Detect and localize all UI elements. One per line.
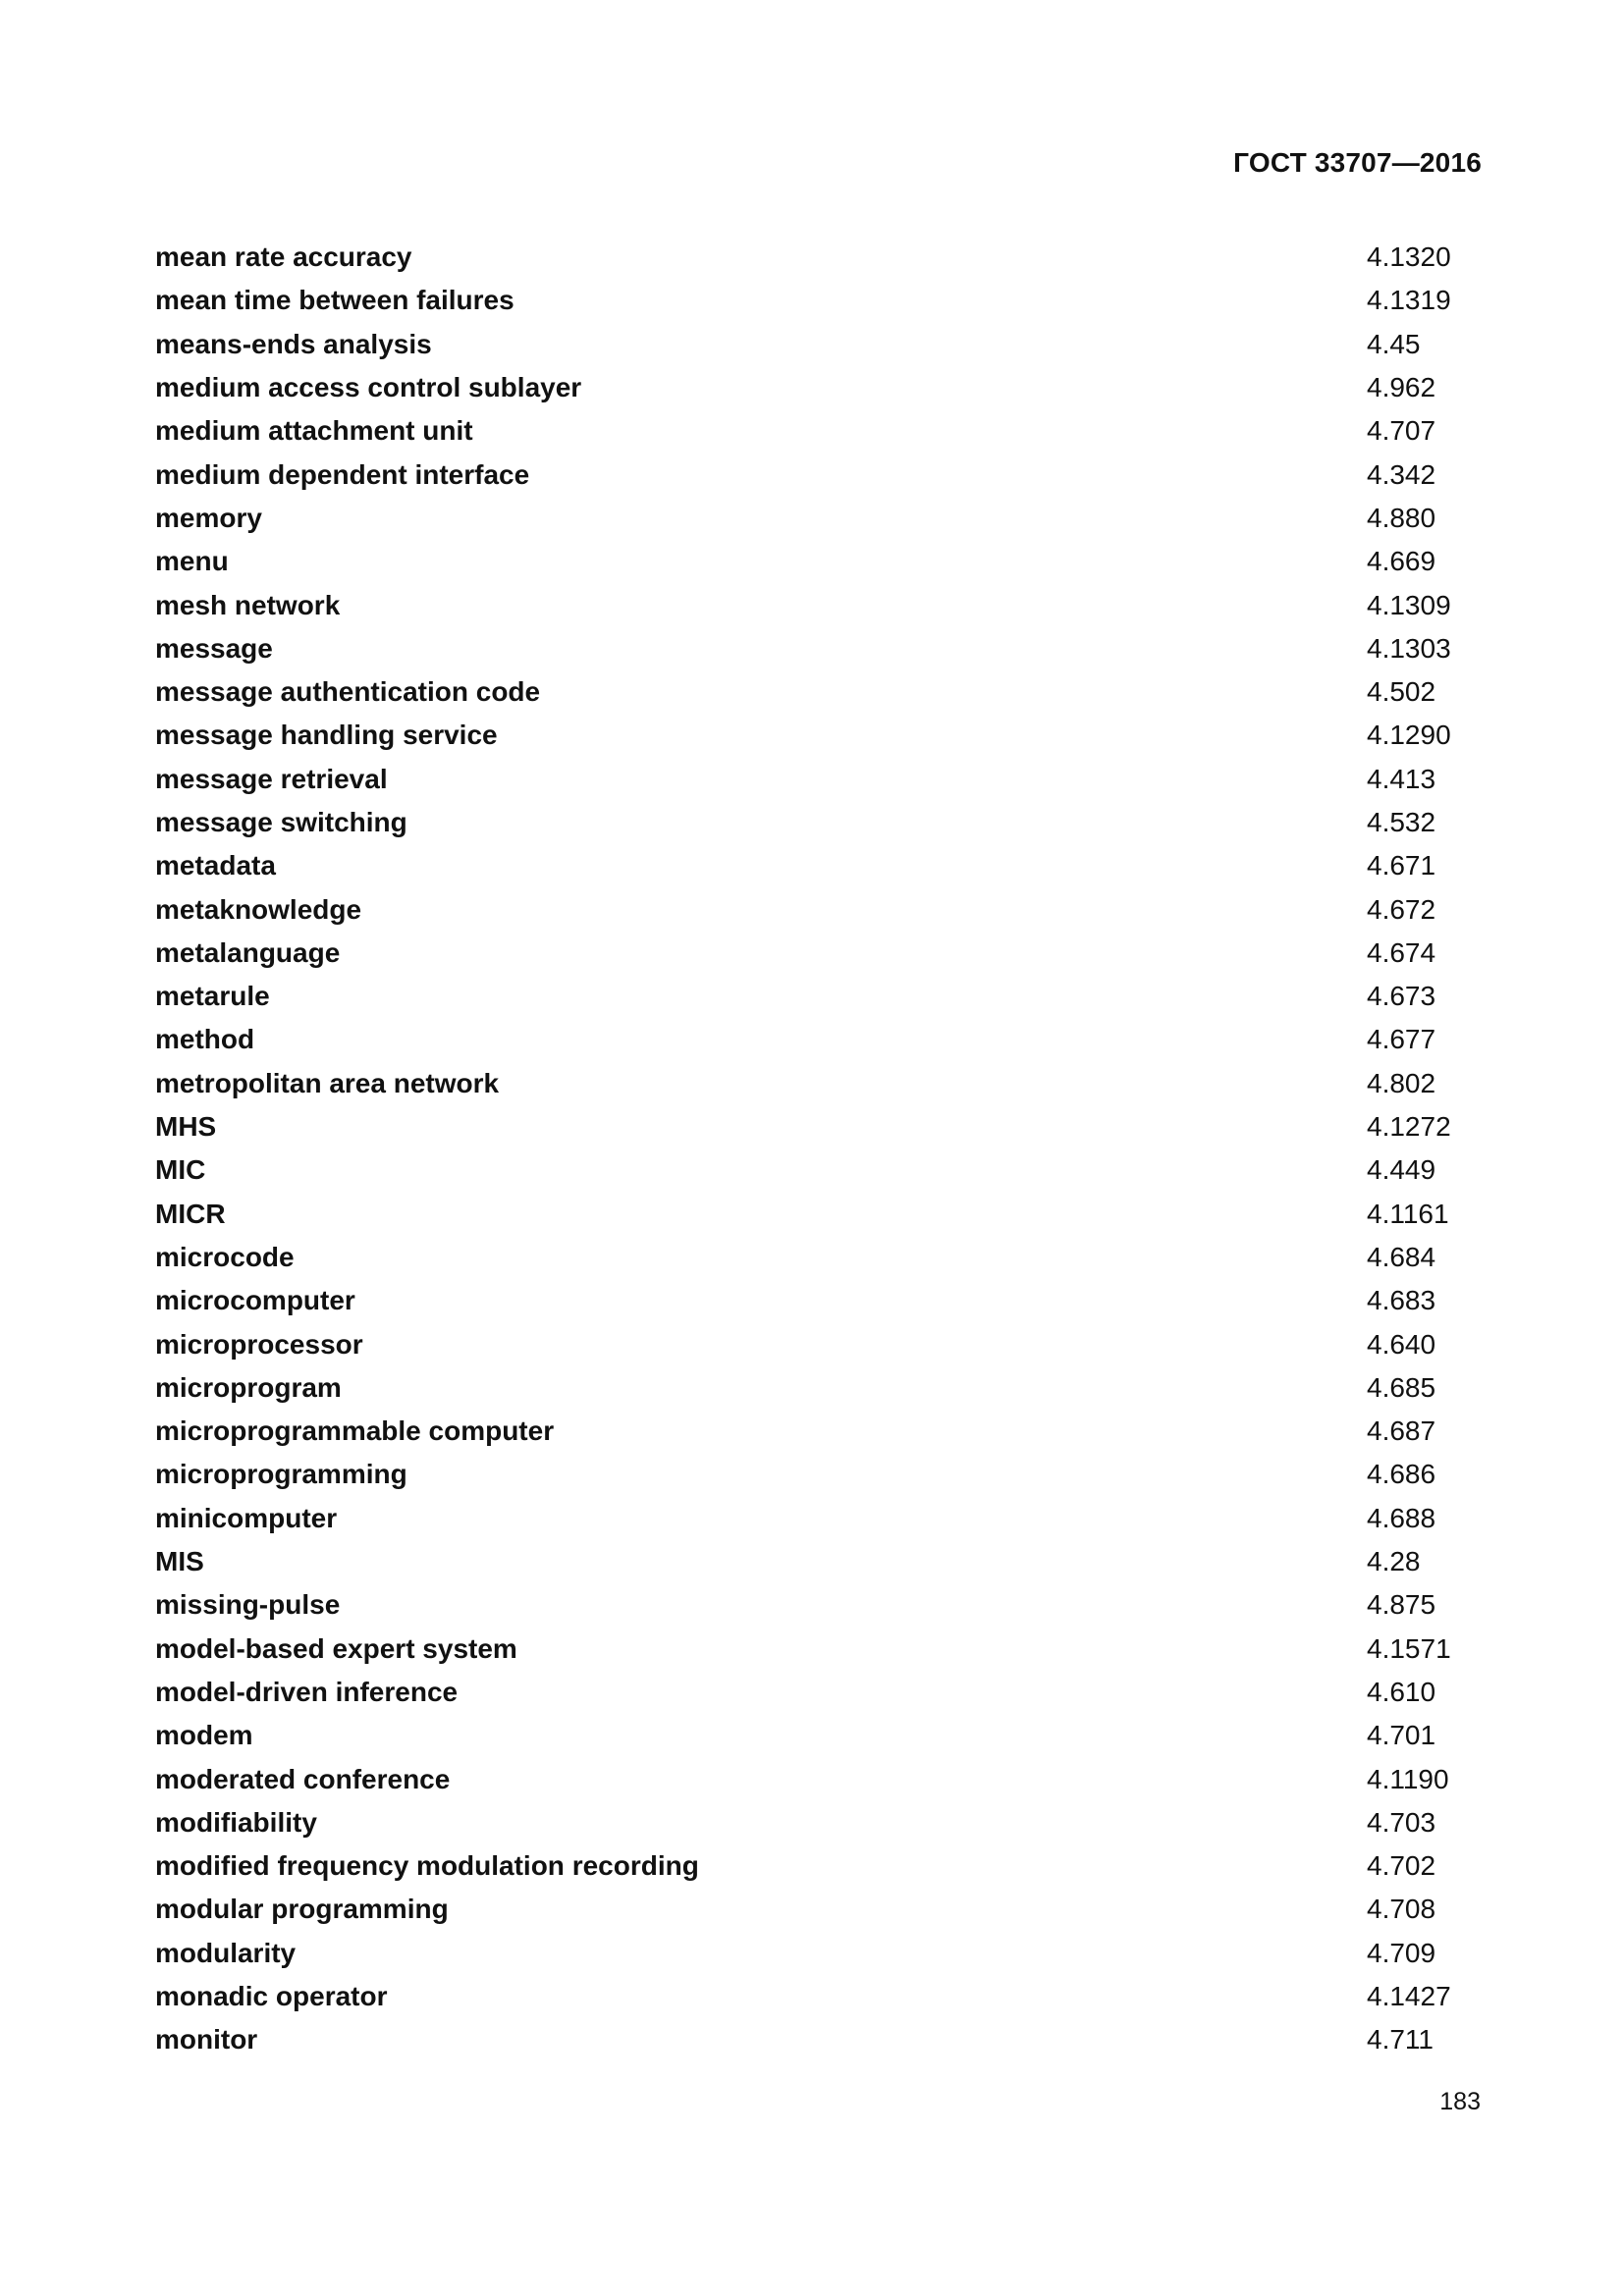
entry-reference: 4.677 (1367, 1024, 1436, 1055)
entry-reference: 4.703 (1367, 1806, 1436, 1838)
index-entry (155, 844, 1451, 887)
entry-reference: 4.686 (1367, 1459, 1436, 1490)
entry-term: microcomputer (155, 1285, 355, 1316)
index-entry (155, 1628, 1451, 1671)
entry-term: message (155, 632, 273, 664)
entry-reference: 4.671 (1367, 850, 1436, 881)
entry-reference: 4.707 (1367, 415, 1436, 447)
entry-term: metalanguage (155, 936, 341, 968)
entry-term: modular programming (155, 1894, 449, 1925)
entry-term: minicomputer (155, 1502, 338, 1533)
entry-term: metropolitan area network (155, 1067, 500, 1098)
entry-term: means-ends analysis (155, 328, 432, 359)
entry-term: microprogramming (155, 1459, 407, 1490)
entry-reference: 4.610 (1367, 1676, 1436, 1707)
index-entry (155, 279, 1451, 322)
entry-reference: 4.1309 (1367, 589, 1451, 620)
index-entry (155, 801, 1451, 844)
entry-reference: 4.1303 (1367, 632, 1451, 664)
entry-reference: 4.1320 (1367, 241, 1451, 273)
entry-term: method (155, 1024, 255, 1055)
entry-reference: 4.711 (1367, 2024, 1434, 2056)
index-entry (155, 1279, 1451, 1322)
index-entry (155, 1148, 1451, 1192)
entry-reference: 4.502 (1367, 676, 1436, 708)
index-entry (155, 627, 1451, 670)
entry-reference: 4.683 (1367, 1285, 1436, 1316)
entry-term: moderated conference (155, 1763, 451, 1794)
entry-term: microprogram (155, 1371, 342, 1403)
index-entry (155, 758, 1451, 801)
entry-reference: 4.449 (1367, 1154, 1436, 1186)
entry-term: microcode (155, 1241, 295, 1272)
entry-reference: 4.1190 (1367, 1763, 1449, 1794)
entry-reference: 4.702 (1367, 1850, 1436, 1882)
entry-term: metadata (155, 850, 276, 881)
index-entry (155, 1497, 1451, 1540)
index-entry (155, 583, 1451, 626)
entry-term: modifiability (155, 1806, 317, 1838)
index-entry (155, 366, 1451, 409)
entry-reference: 4.708 (1367, 1894, 1436, 1925)
entry-reference: 4.672 (1367, 893, 1436, 925)
entry-reference: 4.1319 (1367, 285, 1451, 316)
entry-term: microprocessor (155, 1328, 363, 1360)
index-entry (155, 1932, 1451, 1975)
index-entry (155, 1366, 1451, 1410)
entry-reference: 4.674 (1367, 936, 1436, 968)
index-entry (155, 1236, 1451, 1279)
entry-term: modified frequency modulation recording (155, 1850, 699, 1882)
page-header: ГОСТ 33707—2016 (1233, 147, 1482, 178)
index-entry (155, 1410, 1451, 1453)
index-entry (155, 1757, 1451, 1800)
index-entry (155, 1975, 1451, 2018)
entry-term: MICR (155, 1198, 226, 1229)
index-entry (155, 453, 1451, 496)
index-entry (155, 1018, 1451, 1061)
entry-reference: 4.962 (1367, 372, 1436, 403)
entry-term: modem (155, 1720, 253, 1751)
entry-reference: 4.802 (1367, 1067, 1436, 1098)
entry-term: medium dependent interface (155, 458, 530, 490)
entry-reference: 4.688 (1367, 1502, 1436, 1533)
entry-term: mean rate accuracy (155, 241, 412, 273)
entry-reference: 4.28 (1367, 1546, 1421, 1577)
entry-term: microprogrammable computer (155, 1415, 555, 1447)
entry-reference: 4.709 (1367, 1937, 1436, 1968)
entry-term: MIC (155, 1154, 206, 1186)
entry-term: mesh network (155, 589, 341, 620)
index-entry (155, 497, 1451, 540)
entry-reference: 4.1571 (1367, 1632, 1451, 1664)
entry-term: message retrieval (155, 763, 388, 794)
entry-term: memory (155, 502, 262, 533)
entry-reference: 4.687 (1367, 1415, 1436, 1447)
entry-term: mean time between failures (155, 285, 514, 316)
index-entry (155, 932, 1451, 975)
entry-term: MIS (155, 1546, 204, 1577)
index-entry (155, 714, 1451, 757)
index-entry (155, 1062, 1451, 1105)
entry-term: monitor (155, 2024, 258, 2056)
entry-term: model-based expert system (155, 1632, 517, 1664)
entry-term: message authentication code (155, 676, 541, 708)
index-entry (155, 1671, 1451, 1714)
entry-term: message handling service (155, 720, 498, 751)
entry-reference: 4.532 (1367, 807, 1436, 837)
index-entry (155, 975, 1451, 1018)
entry-reference: 4.342 (1367, 458, 1436, 490)
entry-reference: 4.880 (1367, 502, 1436, 533)
index-entry (155, 1801, 1451, 1844)
entry-term: model-driven inference (155, 1676, 459, 1707)
index-entry (155, 887, 1451, 931)
entry-term: message switching (155, 807, 407, 837)
entry-term: metarule (155, 981, 270, 1012)
index-entry (155, 2018, 1451, 2061)
entry-reference: 4.669 (1367, 546, 1436, 577)
entry-reference: 4.1427 (1367, 1981, 1451, 2012)
entry-term: modularity (155, 1937, 297, 1968)
entry-term: MHS (155, 1111, 217, 1143)
entry-reference: 4.673 (1367, 981, 1436, 1012)
entry-reference: 4.701 (1367, 1720, 1436, 1751)
term-index-list (155, 236, 1451, 2061)
index-entry (155, 1583, 1451, 1627)
index-entry (155, 1844, 1451, 1888)
entry-reference: 4.45 (1367, 328, 1421, 359)
entry-reference: 4.640 (1367, 1328, 1436, 1360)
index-entry (155, 1193, 1451, 1236)
entry-term: missing-pulse (155, 1589, 341, 1621)
entry-reference: 4.1161 (1367, 1198, 1449, 1229)
index-entry (155, 1714, 1451, 1757)
entry-reference: 4.685 (1367, 1371, 1436, 1403)
index-entry (155, 1888, 1451, 1931)
entry-reference: 4.413 (1367, 763, 1436, 794)
index-entry (155, 1322, 1451, 1365)
entry-reference: 4.684 (1367, 1241, 1436, 1272)
index-entry (155, 1540, 1451, 1583)
page-number: 183 (1439, 2088, 1481, 2115)
entry-term: monadic operator (155, 1981, 388, 2012)
index-entry (155, 670, 1451, 714)
entry-term: menu (155, 546, 229, 577)
entry-term: metaknowledge (155, 893, 362, 925)
entry-term: medium access control sublayer (155, 372, 582, 403)
entry-reference: 4.875 (1367, 1589, 1436, 1621)
index-entry (155, 409, 1451, 453)
entry-term: medium attachment unit (155, 415, 473, 447)
index-entry (155, 236, 1451, 279)
entry-reference: 4.1290 (1367, 720, 1451, 751)
index-entry (155, 1453, 1451, 1496)
index-entry (155, 1105, 1451, 1148)
index-entry (155, 323, 1451, 366)
index-entry (155, 540, 1451, 583)
entry-reference: 4.1272 (1367, 1111, 1451, 1143)
